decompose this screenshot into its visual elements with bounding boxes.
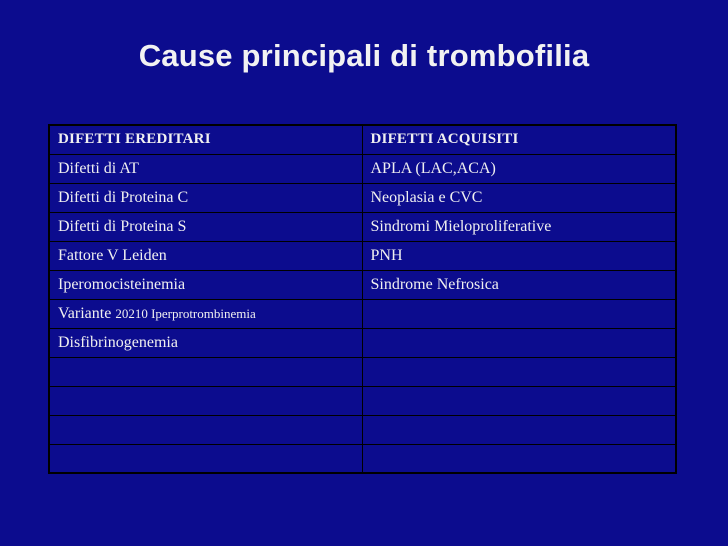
table-row [49,386,676,415]
table-cell [362,444,676,473]
variante-label: Variante [58,304,112,322]
table-row [49,212,676,241]
table-cell: Sindromi Mieloproliferative [362,212,676,241]
table-row [49,241,676,270]
table-row [49,183,676,212]
table-header-row [49,125,676,154]
table-cell: Iperomocisteinemia [49,270,362,299]
table-row [49,444,676,473]
table-row [49,415,676,444]
table-cell [362,299,676,328]
table-cell: APLA (LAC,ACA) [362,154,676,183]
table-row [49,154,676,183]
table-cell [49,444,362,473]
page-title: Cause principali di trombofilia [138,38,590,73]
table-cell: Fattore V Leiden [49,241,362,270]
table-cell [49,386,362,415]
header-acquired: DIFETTI ACQUISITI [362,125,676,154]
table-row [49,299,676,328]
table-cell: Difetti di Proteina C [49,183,362,212]
table-cell: Neoplasia e CVC [362,183,676,212]
table-cell: PNH [362,241,676,270]
table-row [49,328,676,357]
table-cell [362,386,676,415]
table-row [49,270,676,299]
table-cell [362,415,676,444]
header-hereditary: DIFETTI EREDITARI [49,125,362,154]
variante-suffix: 20210 Iperprotrombinemia [115,305,256,321]
thrombophilia-causes-table [48,124,677,474]
table-cell [49,357,362,386]
table-cell: Sindrome Nefrosica [362,270,676,299]
table-cell: Difetti di AT [49,154,362,183]
table-cell: Difetti di Proteina S [49,212,362,241]
table-cell [49,415,362,444]
table-cell [362,357,676,386]
table-row [49,357,676,386]
table-cell [362,328,676,357]
table-cell: Disfibrinogenemia [49,328,362,357]
table-cell-variante [49,299,362,328]
